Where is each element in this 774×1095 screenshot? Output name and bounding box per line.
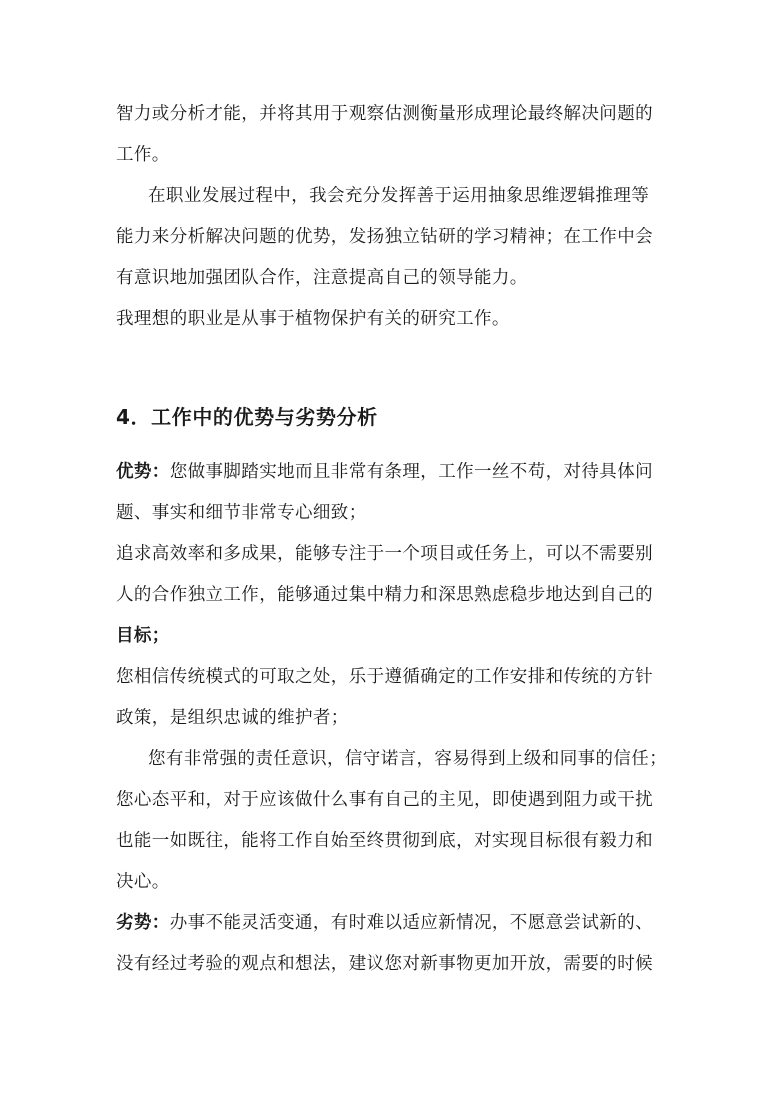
strengths-line-2: 题、事实和细节非常专心细致；: [116, 503, 367, 523]
paragraph2-line-3: 有意识地加强团队合作，注意提高自己的领导能力。: [116, 268, 528, 288]
weaknesses-label: 劣势：: [116, 913, 170, 933]
strengths-line-1: [116, 460, 653, 484]
strength3-line-1: 您相信传统模式的可取之处，乐于遵循确定的工作安排和传统的方针: [116, 667, 653, 687]
strength4-line-1: 您有非常强的责任意识，信守诺言，容易得到上级和同事的信任；: [148, 749, 668, 769]
strength2-line-1: 追求高效率和多成果，能够专注于一个项目或任务上，可以不需要别: [116, 544, 653, 564]
strength5-line-1: 您心态平和，对于应该做什么事有自己的主见，即使遇到阻力或干扰: [116, 790, 653, 810]
strength5-line-3: 决心。: [116, 872, 170, 892]
section-heading: 4．工作中的优势与劣势分析: [116, 405, 378, 429]
strength2-line-3: 目标；: [116, 626, 170, 646]
ideal-career-line: 我理想的职业是从事于植物保护有关的研究工作。: [116, 309, 510, 329]
strengths-text: 您做事脚踏实地而且非常有条理，工作一丝不苟，对待具体问: [169, 462, 654, 482]
intro-line-1: 智力或分析才能，并将其用于观察估测衡量形成理论最终解决问题的: [116, 104, 653, 124]
intro-line-2: 工作。: [116, 145, 170, 165]
weaknesses-text: 办事不能灵活变通，有时难以适应新情况，不愿意尝试新的、: [169, 913, 654, 933]
strength5-line-2: 也能一如既往，能将工作自始至终贯彻到底，对实现目标很有毅力和: [116, 831, 653, 851]
paragraph2-line-2: 能力来分析解决问题的优势，发扬独立钻研的学习精神；在工作中会: [116, 227, 653, 247]
strength2-line-2: 人的合作独立工作，能够通过集中精力和深思熟虑稳步地达到自己的: [116, 585, 653, 605]
weaknesses-line-2: 没有经过考验的观点和想法，建议您对新事物更加开放，需要的时候: [116, 954, 653, 974]
strength3-line-2: 政策，是组织忠诚的维护者；: [116, 708, 349, 728]
weaknesses-line-1: [116, 911, 653, 935]
strengths-label: 优势：: [116, 462, 170, 482]
paragraph2-line-1: 在职业发展过程中，我会充分发挥善于运用抽象思维逻辑推理等: [148, 186, 650, 206]
